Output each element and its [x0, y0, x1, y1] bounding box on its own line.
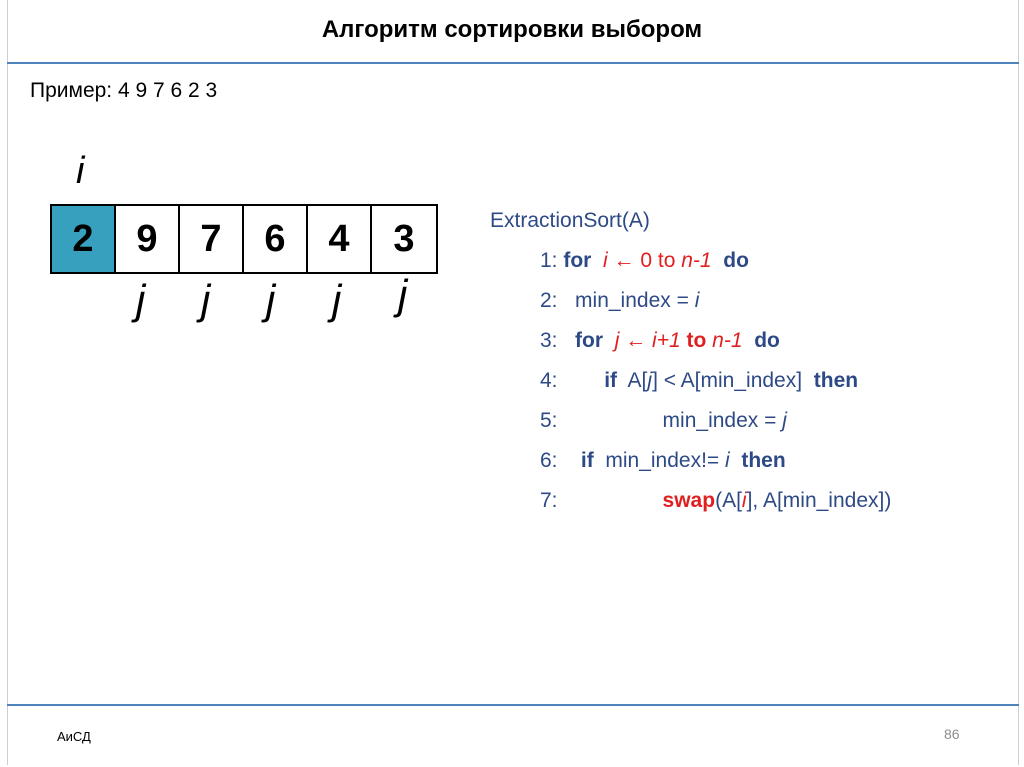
- j-pointer-label: j: [136, 276, 146, 323]
- j-pointer-label: j: [332, 276, 342, 323]
- code-line-4: 4: if A[j] < A[min_index] then: [540, 369, 859, 392]
- array-cell-current: 2: [52, 206, 116, 272]
- array-cell: 6: [244, 206, 308, 272]
- array-cell: 9: [116, 206, 180, 272]
- slide-title: Алгоритм сортировки выбором: [321, 16, 703, 43]
- i-pointer-label: i: [76, 150, 85, 192]
- array-cell: 3: [393, 217, 415, 260]
- code-line-3: 3: for j ← i+1 to n-1 do: [540, 329, 780, 352]
- header-rule: [7, 62, 1019, 64]
- j-pointer-label: j: [266, 276, 276, 323]
- code-line-7: 7: swap(A[i], A[min_index]): [540, 489, 892, 512]
- array-cell: 4: [308, 206, 372, 272]
- j-pointer-label: j: [398, 271, 408, 318]
- array-box: [50, 204, 438, 274]
- code-header: ExtractionSort(A): [490, 209, 650, 232]
- code-line-2: 2: min_index = i: [540, 289, 700, 312]
- j-pointer-label: j: [201, 276, 211, 323]
- code-line-5: 5: min_index = j: [540, 409, 787, 432]
- footer-rule: [7, 704, 1019, 706]
- page-number: 86: [944, 726, 960, 742]
- slide-frame: [7, 0, 1019, 765]
- footer-course: АиСД: [57, 729, 91, 744]
- example-text: Пример: 4 9 7 6 2 3: [30, 79, 218, 102]
- code-line-6: 6: if min_index!= i then: [540, 449, 786, 472]
- code-line-1: 1: for i ← 0 to n-1 do: [540, 249, 749, 272]
- array-cell: 7: [180, 206, 244, 272]
